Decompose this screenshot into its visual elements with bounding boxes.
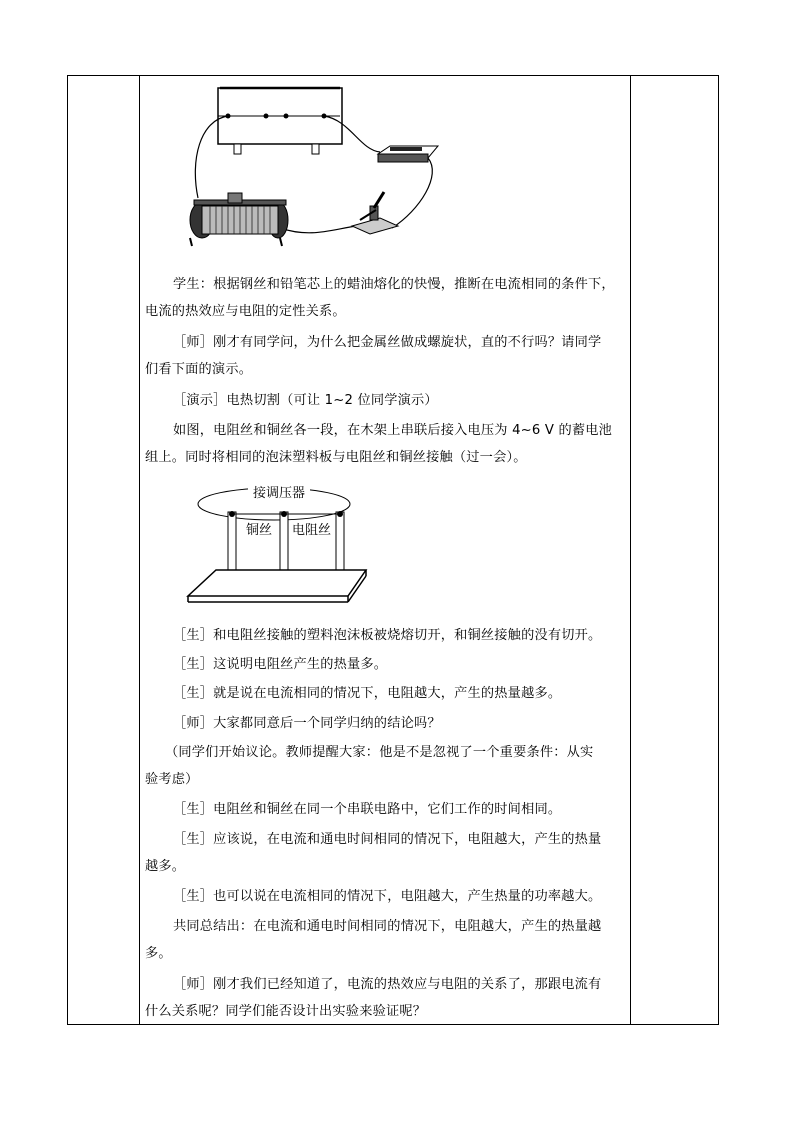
- rheostat: [190, 193, 288, 246]
- para-student-series: ［生］电阻丝和铜丝在同一个串联电路中，它们工作的时间相同。: [173, 802, 562, 817]
- column-divider-right: [630, 76, 631, 1024]
- para-student-power: ［生］也可以说在电流相同的情况下，电阻越大，产生热量的功率越大。: [173, 889, 602, 904]
- para-demo-title: ［演示］电热切割（可让 1~2 位同学演示）: [173, 393, 438, 408]
- resistance-wire-label: 电阻丝: [292, 523, 332, 538]
- copper-wire-label: 铜丝: [246, 523, 273, 538]
- para-student-refine: ［生］应该说，在电流和通电时间相同的情况下，电阻越大，产生的热量 越多。: [145, 832, 602, 874]
- para-student-conclusion: 学生：根据钢丝和铅笔芯上的蜡油熔化的快慢，推断在电流相同的条件下， 电流的热效应与电阻的定性关系。: [145, 277, 615, 319]
- para-summary: 共同总结出：在电流和通电时间相同的情况下，电阻越大，产生的热量越 多。: [145, 919, 602, 961]
- para-student-observation: ［生］和电阻丝接触的塑料泡沫板被烧熔切开，和铜丝接触的没有切开。: [173, 628, 602, 643]
- circuit-figure: [180, 80, 450, 250]
- para-student-rule: ［生］就是说在电流相同的情况下，电阻越大，产生的热量越多。: [173, 686, 562, 701]
- para-student-heat: ［生］这说明电阻丝产生的热量多。: [173, 657, 388, 672]
- para-demo-description: 如图，电阻丝和铜丝各一段，在木架上串联后接入电压为 4~6 V 的蓄电池 组上。同时将相同的泡沫塑料板与电阻丝和铜丝接触（过一会）。: [145, 423, 613, 465]
- regulator-label: 接调压器: [252, 486, 306, 501]
- switch: [352, 192, 398, 234]
- wooden-board: [218, 88, 342, 154]
- para-teacher-next: ［师］刚才我们已经知道了，电流的热效应与电阻的关系了，那跟电流有 什么关系呢？同学们能否设计出实验来验证呢？: [145, 977, 602, 1019]
- para-teacher-ask: ［师］大家都同意后一个同学归纳的结论吗？: [173, 716, 441, 731]
- wire-stand-figure: [180, 478, 370, 608]
- para-teacher-question: ［师］刚才有同学问，为什么把金属丝做成螺旋状，直的不行吗？请同学 们看下面的演示。: [145, 335, 602, 377]
- para-class-discussion: （同学们开始议论。教师提醒大家：他是不是忽视了一个重要条件：从实 验考虑）: [145, 745, 594, 787]
- column-divider-left: [139, 76, 140, 1024]
